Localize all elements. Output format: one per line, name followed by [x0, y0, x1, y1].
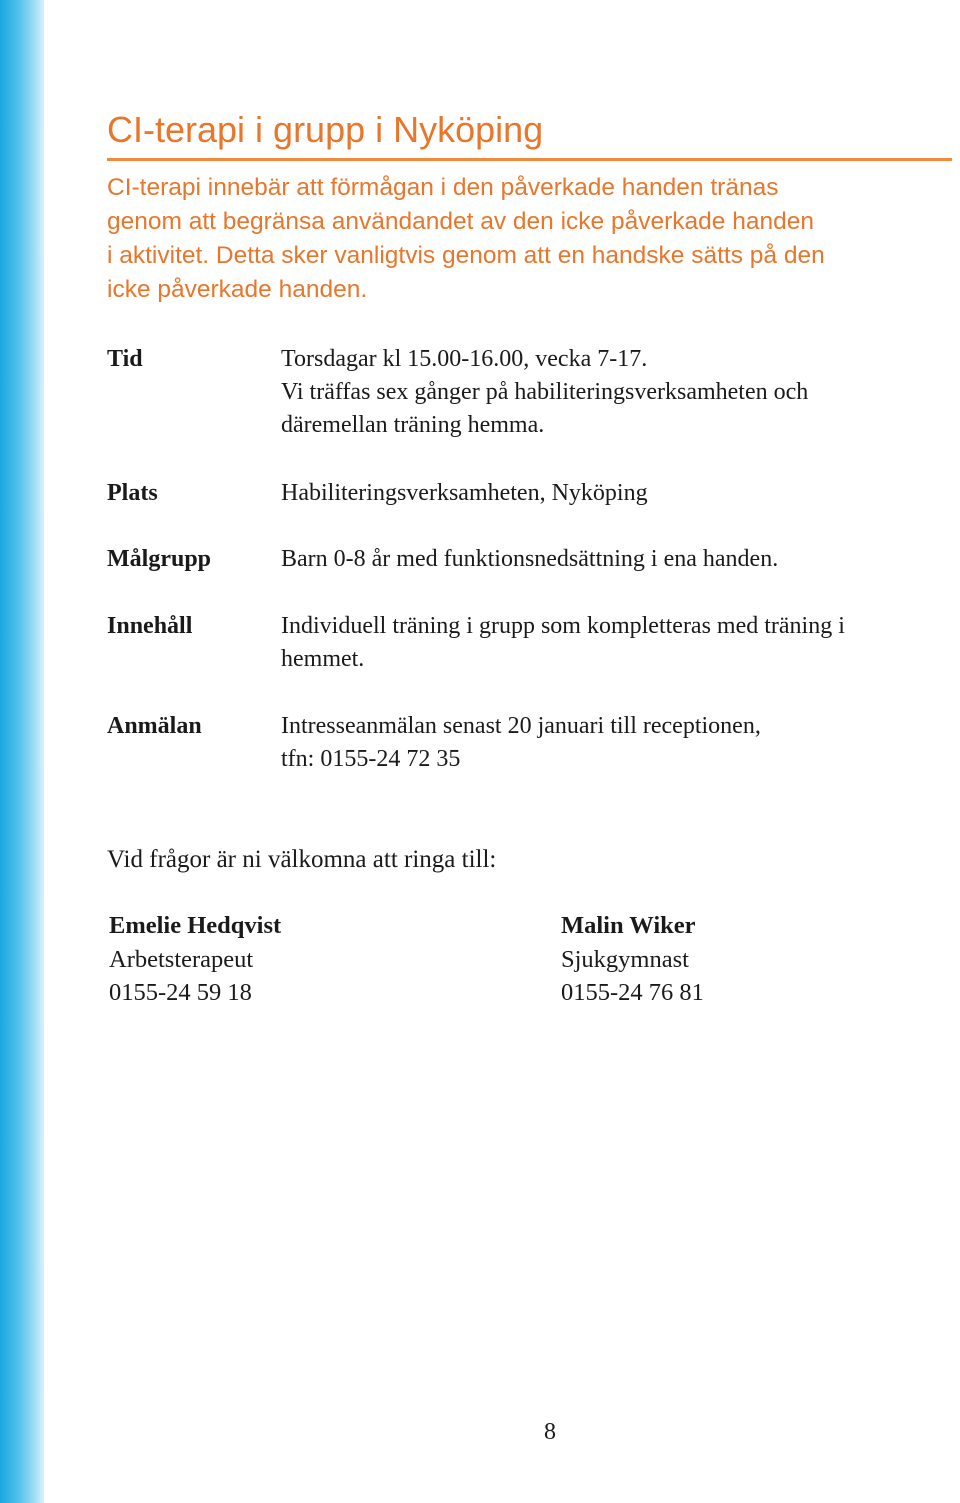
intro-line: icke påverkade handen.: [107, 276, 368, 303]
detail-label-plats: Plats: [107, 480, 158, 506]
intro-line: i aktivitet. Detta sker vanligtvis genom att en handske sätts på den: [107, 242, 825, 269]
contact-phone: 0155-24 59 18: [109, 979, 252, 1006]
detail-value-anmalan: [281, 710, 953, 776]
detail-line: Barn 0-8 år med funktionsnedsättning i ena handen.: [281, 546, 779, 572]
detail-line: däremellan träning hemma.: [281, 412, 545, 438]
contact-phone: 0155-24 76 81: [561, 979, 704, 1006]
detail-label-tid: Tid: [107, 346, 143, 372]
contact-card: [109, 909, 281, 1010]
detail-label-anmalan: Anmälan: [107, 713, 202, 739]
detail-value-tid: [281, 343, 953, 442]
intro-paragraph: [107, 171, 952, 307]
contact-name: Malin Wiker: [561, 912, 696, 939]
detail-value-malgrupp: [281, 543, 953, 576]
side-color-bar: [0, 0, 44, 1503]
intro-line: genom att begränsa användandet av den icke påverkade handen: [107, 208, 814, 235]
detail-line: tfn: 0155-24 72 35: [281, 746, 461, 772]
detail-line: Intresseanmälan senast 20 januari till receptionen,: [281, 713, 761, 739]
intro-line: CI-terapi innebär att förmågan i den påverkade handen tränas: [107, 174, 779, 201]
detail-line: Torsdagar kl 15.00-16.00, vecka 7-17.: [281, 346, 648, 372]
title-divider: [107, 158, 952, 161]
page-title: CI-terapi i grupp i Nyköping: [107, 109, 544, 150]
detail-line: Habiliteringsverksamheten, Nyköping: [281, 480, 648, 506]
detail-value-plats: [281, 477, 953, 510]
detail-label-malgrupp: Målgrupp: [107, 546, 212, 572]
page-number: 8: [544, 1419, 556, 1445]
contact-card: [561, 909, 704, 1010]
detail-line: Individuell träning i grupp som kompletteras med träning i: [281, 613, 845, 639]
detail-line: hemmet.: [281, 646, 365, 672]
contact-role: Arbetsterapeut: [109, 945, 254, 973]
detail-label-innehall: Innehåll: [107, 613, 193, 639]
detail-value-innehall: [281, 610, 953, 676]
contact-intro: Vid frågor är ni välkomna att ringa till:: [107, 846, 497, 873]
detail-line: Vi träffas sex gånger på habiliteringsverksamheten och: [281, 379, 809, 405]
contact-role: Sjukgymnast: [561, 945, 689, 973]
contact-name: Emelie Hedqvist: [109, 912, 282, 939]
